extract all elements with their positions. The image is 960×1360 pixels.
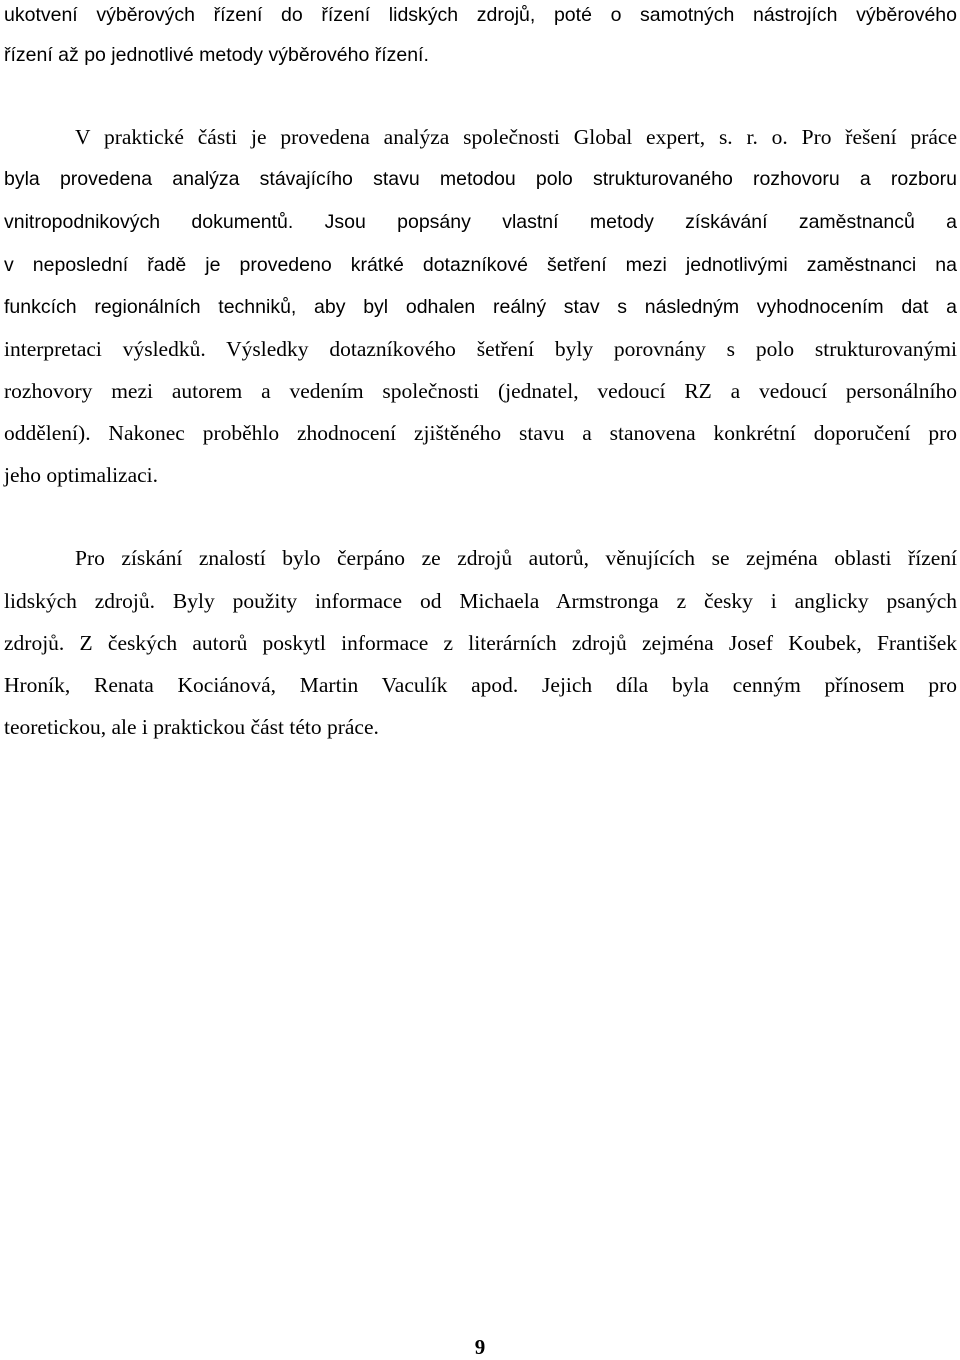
text-line: Pro získání znalostí bylo čerpáno ze zdrojů autorů, věnujících se zejména oblasti řízení (75, 546, 957, 570)
text-line: lidských zdrojů. Byly použity informace od Michaela Armstronga z česky i anglicky psaných (4, 589, 957, 613)
text-line: interpretaci výsledků. Výsledky dotazníkového šetření byly porovnány s polo strukturovanými (4, 337, 957, 361)
page-number: 9 (474, 1335, 486, 1359)
text-line: jeho optimalizaci. (4, 463, 159, 487)
text-line: Hroník, Renata Kociánová, Martin Vaculík apod. Jejich díla byla cenným přínosem pro (4, 673, 957, 697)
text-line: ukotvení výběrových řízení do řízení lidských zdrojů, poté o samotných nástrojích výběrového (4, 4, 957, 26)
text-line: řízení až po jednotlivé metody výběrového řízení. (4, 44, 429, 66)
text-line: oddělení). Nakonec proběhlo zhodnocení zjištěného stavu a stanovena konkrétní doporučení pro (4, 421, 957, 445)
text-line: byla provedena analýza stávajícího stavu metodou polo strukturovaného rozhovoru a rozboru (4, 168, 957, 190)
text-line: zdrojů. Z českých autorů poskytl informace z literárních zdrojů zejména Josef Koubek, František (4, 631, 957, 655)
text-line: funkcích regionálních techniků, aby byl odhalen reálný stav s následným vyhodnocením dat a (4, 296, 957, 318)
text-line: teoretickou, ale i praktickou část této práce. (4, 715, 379, 739)
text-line: v neposlední řadě je provedeno krátké dotazníkové šetření mezi jednotlivými zaměstnanci na (4, 254, 957, 276)
text-line: rozhovory mezi autorem a vedením společnosti (jednatel, vedoucí RZ a vedoucí personálního (4, 379, 957, 403)
text-line: V praktické části je provedena analýza společnosti Global expert, s. r. o. Pro řešení práce (75, 125, 957, 149)
text-line: vnitropodnikových dokumentů. Jsou popsány vlastní metody získávání zaměstnanců a (4, 211, 957, 233)
